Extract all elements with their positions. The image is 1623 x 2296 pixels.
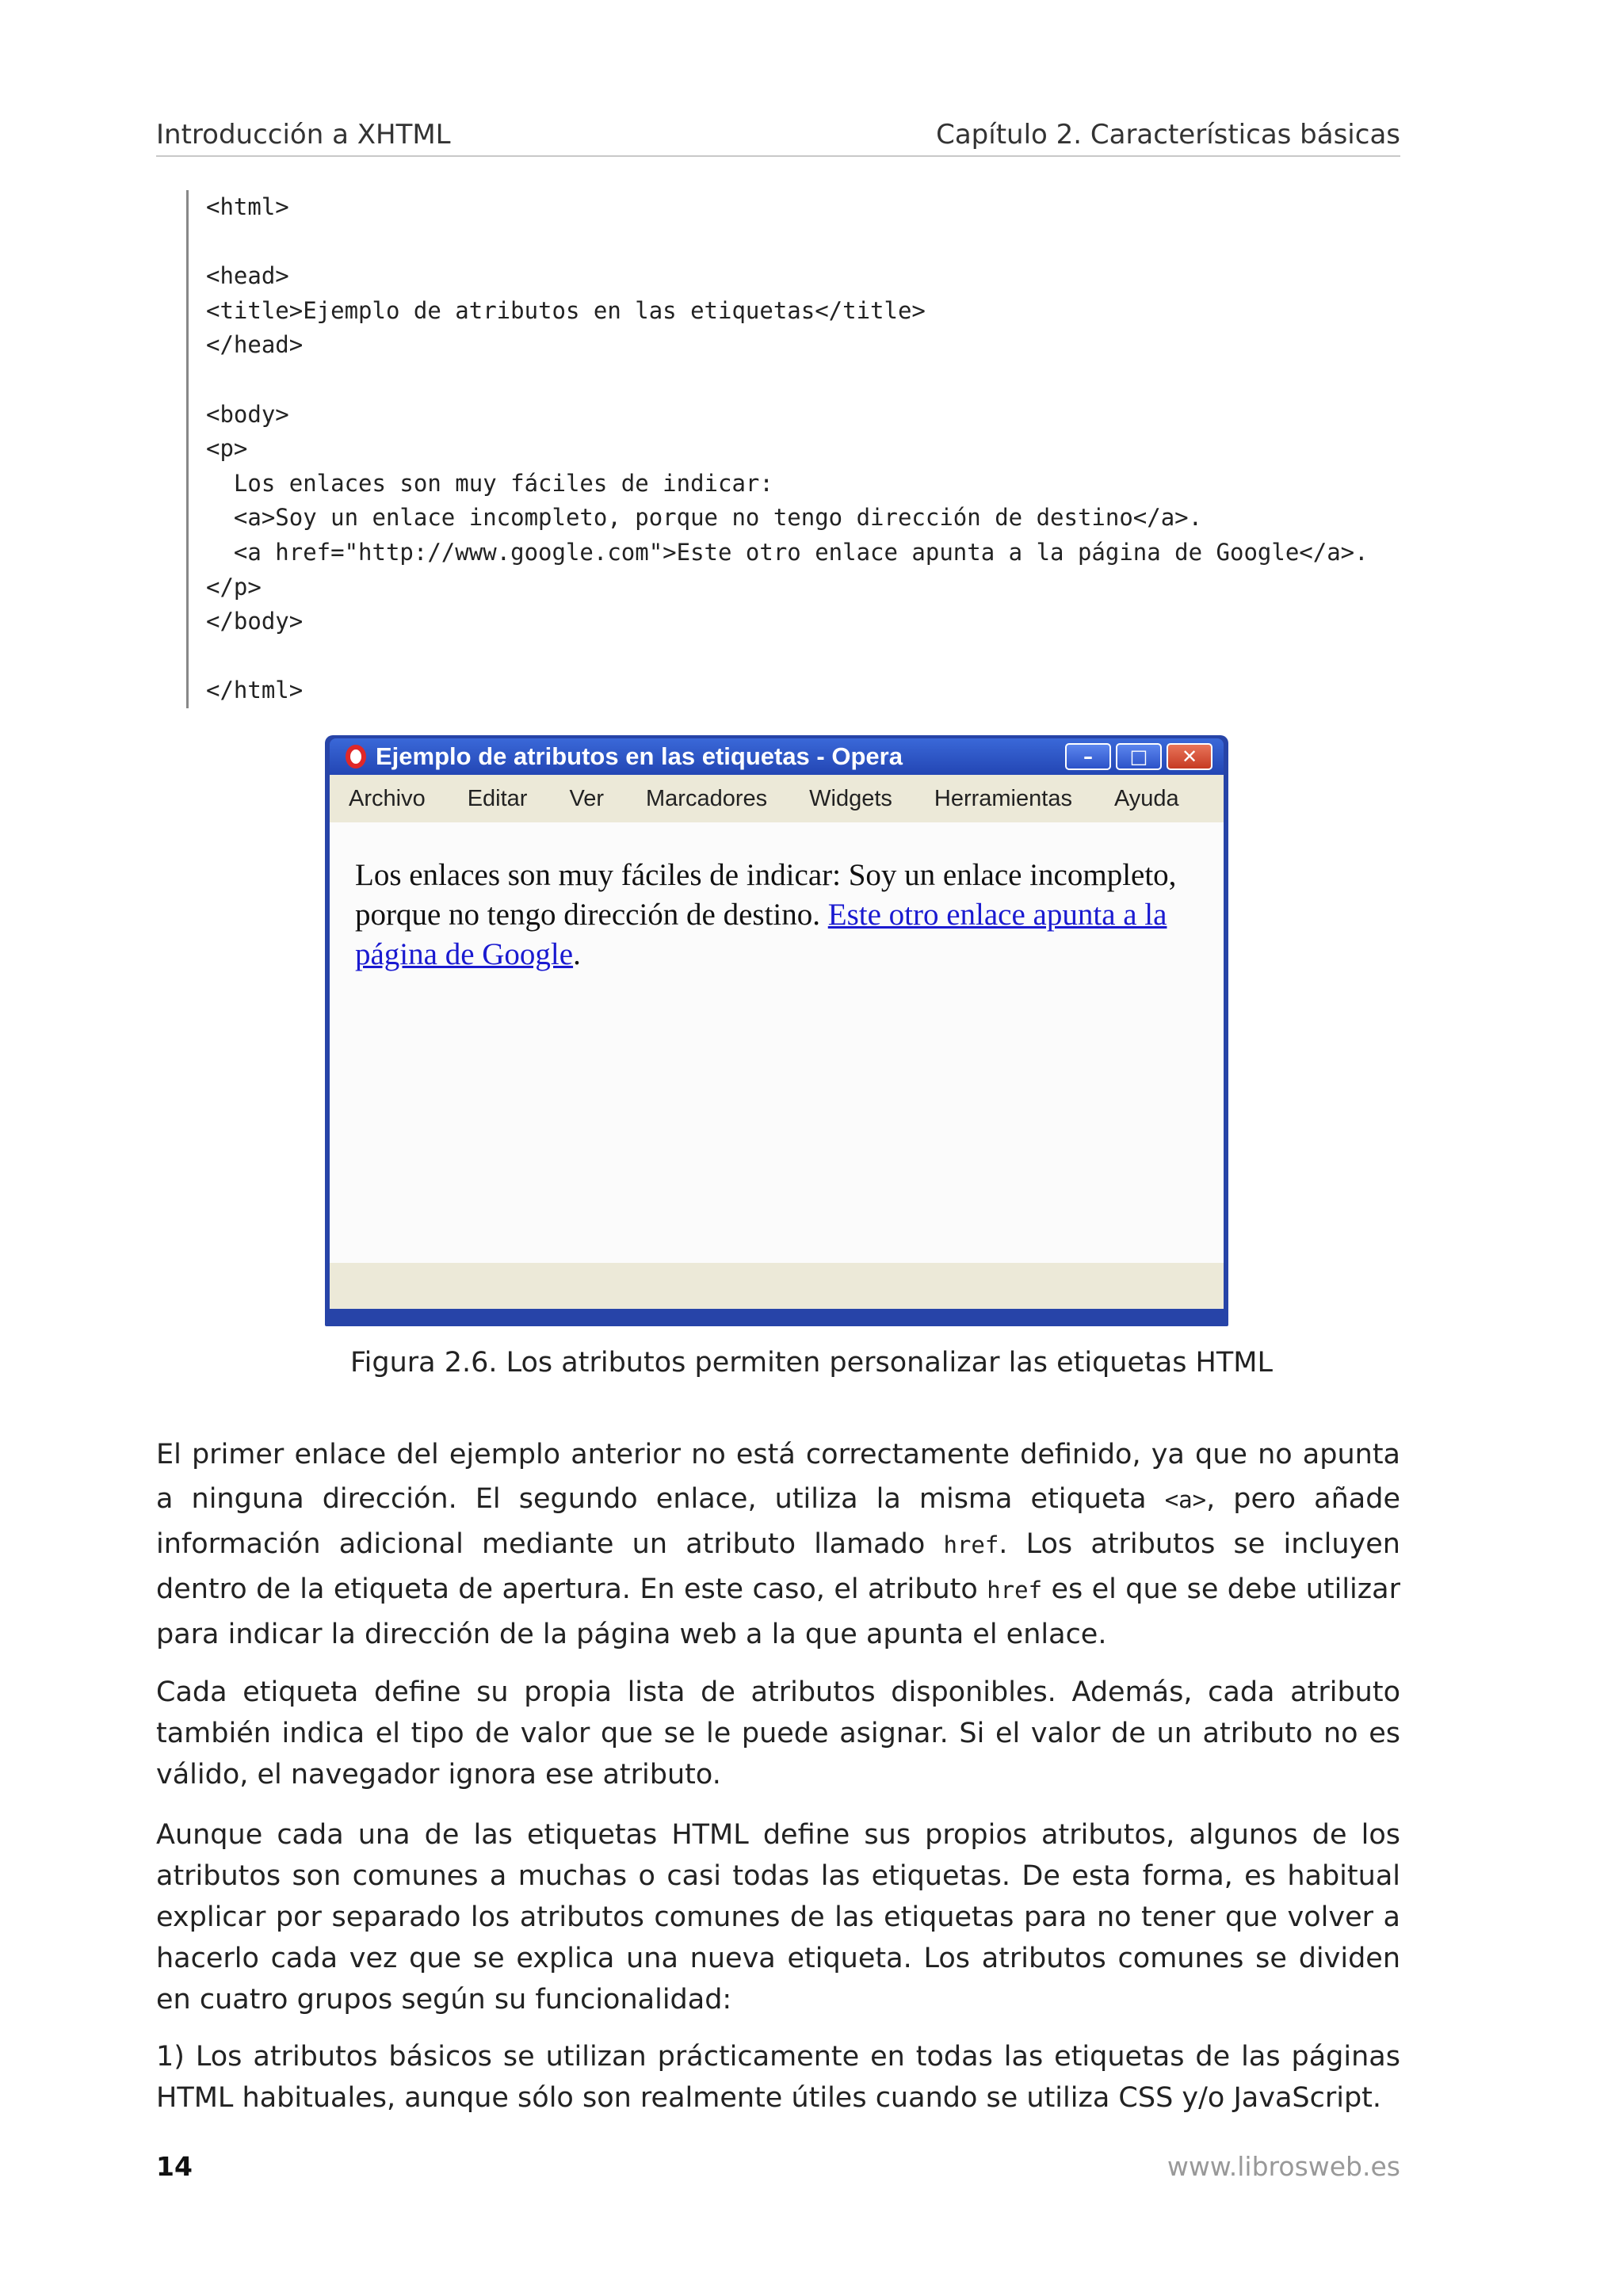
code-line: <body> [206, 400, 289, 428]
page-footer [156, 2151, 1400, 2182]
code-line: </head> [206, 331, 304, 359]
code-line: </html> [206, 677, 304, 704]
menu-editar[interactable]: Editar [467, 785, 528, 811]
menu-widgets[interactable]: Widgets [809, 785, 892, 811]
code-line: <a>Soy un enlace incompleto, porque no tengo dirección de destino</a>. [206, 504, 1203, 532]
close-icon: ✕ [1181, 746, 1198, 768]
browser-window-screenshot [325, 735, 1228, 1326]
code-line: <head> [206, 262, 289, 290]
paragraph-1 [156, 1432, 1400, 1657]
google-link[interactable]: Este otro enlace apunta a la página de Google [355, 898, 1167, 971]
maximize-icon: □ [1129, 746, 1148, 768]
browser-viewport [330, 822, 1224, 1263]
code-line: <p> [206, 435, 248, 463]
code-line: Los enlaces son muy fáciles de indicar: [206, 469, 773, 497]
code-block [186, 190, 1426, 708]
book-title: Introducción a XHTML [156, 119, 451, 151]
minimize-button[interactable] [1065, 743, 1111, 770]
menu-ayuda[interactable]: Ayuda [1113, 785, 1179, 811]
paragraph-3: Aunque cada una de las etiquetas HTML define sus propios atributos, algunos de los atributos son comunes a muchas o casi todas las etiquetas. De esta forma, es habitual explicar por separado los atributos comunes de las etiquetas para no tener que volver a hacerlo cada vez que se explica una nueva etiqueta. Los atributos comunes se dividen en cuatro grupos según su funcionalidad: [156, 1819, 1400, 2016]
code-line: <a href="http://www.google.com">Este otro enlace apunta a la página de Google</a>. [206, 538, 1369, 566]
code-line: <title>Ejemplo de atributos en las etiquetas</title> [206, 296, 926, 324]
p1-text-c: . Los atributos se incluyen dentro de la etiqueta de apertura. En este caso, el atributo [156, 1528, 1400, 1605]
code-line: </p> [206, 573, 262, 601]
inline-code: href [987, 1577, 1043, 1604]
inline-code: <a> [1164, 1486, 1207, 1513]
p1-text-d: es el que se debe utilizar para indicar la dirección de la página web a la que apunta el enlace. [156, 1573, 1400, 1650]
menu-archivo[interactable]: Archivo [349, 785, 426, 811]
page-number: 14 [156, 2151, 193, 2182]
page-header [156, 119, 1400, 157]
figure-caption: Figura 2.6. Los atributos permiten personalizar las etiquetas HTML [350, 1347, 1273, 1379]
code-line [206, 225, 1426, 260]
rendered-paragraph [355, 856, 1195, 974]
paragraph-4: 1) Los atributos básicos se utilizan prácticamente en todas las etiquetas de las páginas HTML habituales, aunque sólo son realmente útiles cuando se utiliza CSS y/o JavaScript. [156, 2041, 1400, 2114]
rendered-text: Los enlaces son muy fáciles de indicar: Soy un enlace incompleto, porque no tengo dirección de destino. [355, 858, 1177, 932]
menu-herramientas[interactable]: Herramientas [934, 785, 1072, 811]
chapter-title: Capítulo 2. Características básicas [936, 119, 1400, 151]
code-line [206, 363, 1426, 398]
code-line [206, 639, 1426, 674]
menu-bar [330, 775, 1224, 822]
opera-logo-icon [346, 745, 366, 769]
window-titlebar [330, 738, 1224, 775]
menu-marcadores[interactable]: Marcadores [646, 785, 768, 811]
menu-ver[interactable]: Ver [569, 785, 604, 811]
p1-text-a: El primer enlace del ejemplo anterior no está correctamente definido, ya que no apunta a ninguna dirección. El segundo enlace, utiliza la misma etiqueta [156, 1439, 1400, 1515]
p1-text-b: , pero añade información adicional mediante un atributo llamado [156, 1483, 1400, 1560]
maximize-button[interactable] [1116, 743, 1162, 770]
site-url: www.librosweb.es [1167, 2151, 1400, 2182]
code-line: <html> [206, 193, 289, 220]
status-bar [330, 1263, 1224, 1309]
rendered-text-end: . [573, 937, 581, 971]
window-title: Ejemplo de atributos en las etiquetas - Opera [376, 742, 903, 770]
close-button[interactable] [1167, 743, 1212, 770]
inline-code: href [943, 1531, 999, 1558]
paragraph-2: Cada etiqueta define su propia lista de atributos disponibles. Además, cada atributo también indica el tipo de valor que se le puede asignar. Si el valor de un atributo no es válido, el navegador ignora ese atributo. [156, 1676, 1400, 1791]
minimize-icon: – [1083, 746, 1093, 768]
code-line: </body> [206, 608, 304, 635]
